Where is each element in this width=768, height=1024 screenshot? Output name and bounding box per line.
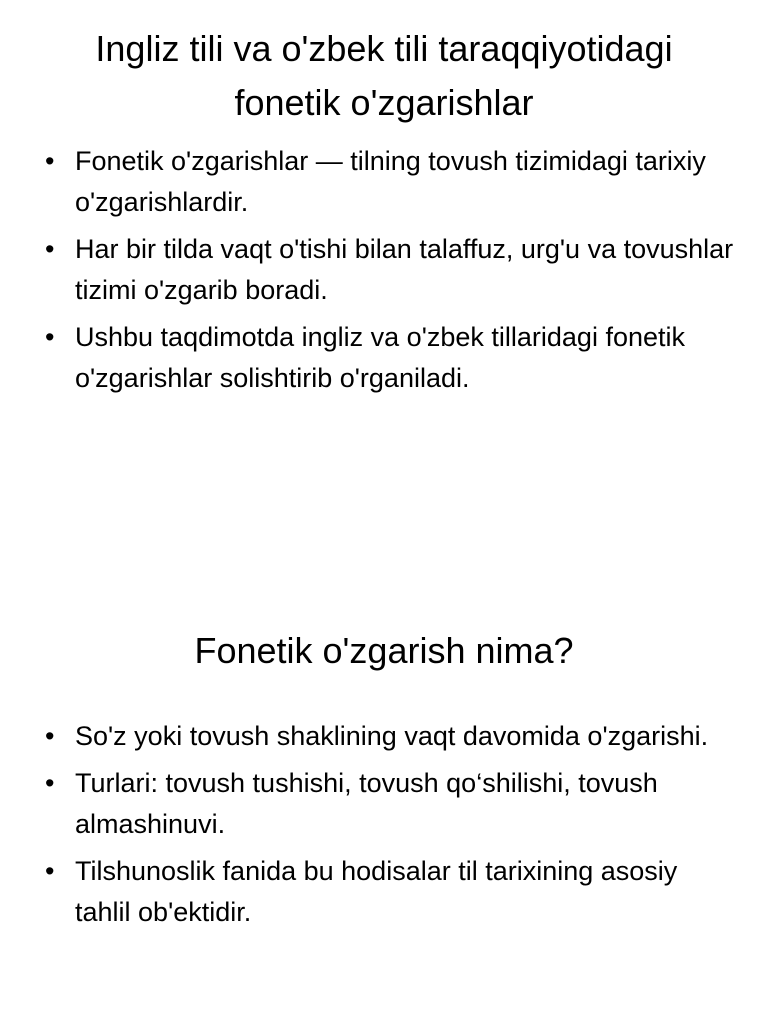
bullet-text: Ushbu taqdimotda ingliz va o'zbek tillaridagi fonetik o'zgarishlar solishtirib o'rganiladi. [75, 322, 685, 393]
bullet-item [45, 763, 735, 845]
slide-title: Ingliz tili va o'zbek tili taraqqiyotidagi fonetik o'zgarishlar [95, 28, 673, 123]
bullet-text: Tilshunoslik fanida bu hodisalar til tarixining asosiy tahlil ob'ektidir. [75, 856, 678, 927]
bullet-item [45, 716, 735, 757]
bullet-list [45, 716, 735, 939]
bullet-text: Har bir tilda vaqt o'tishi bilan talaffuz, urg'u va tovushlar tizimi o'zgarib boradi. [75, 234, 734, 305]
slide-title: Fonetik o'zgarish nima? [194, 630, 574, 671]
bullet-icon: • [45, 234, 55, 264]
bullet-list [45, 141, 735, 405]
bullet-icon: • [45, 856, 55, 886]
bullet-item [45, 229, 735, 311]
bullet-icon: • [45, 721, 55, 751]
bullet-item [45, 141, 735, 223]
bullet-icon: • [45, 146, 55, 176]
bullet-text: Fonetik o'zgarishlar — tilning tovush tizimidagi tarixiy o'zgarishlardir. [75, 146, 706, 217]
bullet-text: Turlari: tovush tushishi, tovush qo‘shilishi, tovush almashinuvi. [75, 768, 658, 839]
bullet-item [45, 851, 735, 933]
bullet-item [45, 317, 735, 399]
bullet-text: So'z yoki tovush shaklining vaqt davomida o'zgarishi. [75, 721, 709, 751]
bullet-icon: • [45, 768, 55, 798]
slide-2 [0, 512, 768, 1024]
bullet-icon: • [45, 322, 55, 352]
